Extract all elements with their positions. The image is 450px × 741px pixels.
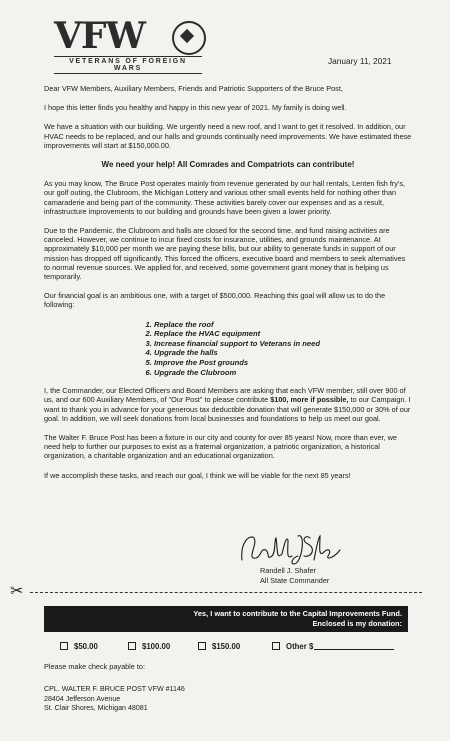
letter-body [44, 84, 412, 490]
option-other[interactable] [272, 642, 394, 651]
option-label: $100.00 [142, 642, 171, 651]
signer-name: Randell J. Shafer [260, 566, 316, 575]
payable-note: Please make check payable to: [44, 662, 145, 671]
handwritten-signature [236, 530, 346, 568]
signature-block [260, 566, 329, 586]
scissors-icon: ✂ [10, 583, 24, 600]
checkbox-icon[interactable] [198, 642, 206, 650]
salutation: Dear VFW Members, Auxiliary Members, Friends and Patriotic Supporters of the Bruce Post, [44, 84, 343, 93]
paragraph-6-start: I, the Commander, our Elected Officers and Board Members are asking that each VFW member, still over 900 of us, and our 600 Auxiliary Members, of "Our Post" to please contribute [44, 386, 406, 405]
signer-title: All State Commander [260, 576, 330, 585]
paragraph-5: Our financial goal is an ambitious one, with a target of $500,000. Reaching this goal will allow us to do the following: [44, 291, 386, 310]
paragraph-1: I hope this letter finds you healthy and happy in this new year of 2021. My family is doing well. [44, 103, 347, 113]
option-50[interactable] [60, 642, 98, 651]
paragraph-8: If we accomplish these tasks, and reach our goal, I think we will be viable for the next 85 years! [44, 470, 351, 480]
other-amount-field[interactable] [314, 649, 394, 650]
checkbox-icon[interactable] [272, 642, 280, 650]
goal-item: 4. Upgrade the halls [154, 348, 412, 358]
logo-tagline: VETERANS OF FOREIGN WARS [54, 56, 202, 74]
banner-line-2: Enclosed is my donation: [312, 619, 402, 628]
mailing-address [44, 685, 185, 714]
checkbox-icon[interactable] [60, 642, 68, 650]
paragraph-6-bold: $100, more if possible, [270, 395, 349, 405]
logo-wordmark: VFW [54, 15, 145, 57]
paragraph-7: The Walter F. Bruce Post has been a fixture in our city and county for over 85 years! Now, more than ever, we need help to further our purposes to exist as a fraternal organization, a patriotic organization, a historical organization, a charitable organization and an educational organization. [44, 433, 397, 461]
checkbox-icon[interactable] [128, 642, 136, 650]
option-label: $150.00 [212, 642, 241, 651]
paragraph-2: We have a situation with our building. We urgently need a new roof, and I want to get it resolved. In addition, our HVAC needs to be replaced, and our halls and grounds continually need improvements. We have estimated these improvements will start at $150,000.00. [44, 122, 412, 150]
goal-item: 5. Improve the Post grounds [154, 358, 412, 368]
goal-item: 1. Replace the roof [154, 320, 412, 330]
address-line: St. Clair Shores, Michigan 48081 [44, 704, 148, 713]
paragraph-6-end: to our Campaign. I want to thank you in advance for your generous tax deductible donation that will generate $150,000 or 30% of our goal. In addition, we will seek donations from local businesses and foundations to help us meet our goal. [44, 395, 411, 423]
option-label: Other $ [286, 642, 314, 651]
vfw-emblem-icon [172, 21, 206, 55]
paragraph-6 [44, 386, 412, 423]
paragraph-4: Due to the Pandemic, the Clubroom and halls are closed for the second time, and fund raising activities are canceled. However, we continue to incur fixed costs for insurance, utilities, and grounds maintenance. At approximately $10,000 per month we are paying these bills, but our ability to generate funds in support of our mission has dropped off significantly. This forced the officers, executive board and members to seek alternatives to normal revenue sources. We applied for, and received, some government grant money that is helping us temporarily. [44, 226, 406, 282]
goals-list [44, 320, 412, 378]
option-label: $50.00 [74, 642, 98, 651]
goal-item: 3. Increase financial support to Veterans in need [154, 339, 412, 349]
donation-banner [44, 606, 408, 632]
letter-date: January 11, 2021 [328, 56, 392, 66]
goal-item: 2. Replace the HVAC equipment [154, 329, 412, 339]
address-line: CPL. WALTER F. BRUCE POST VFW #1146 [44, 685, 185, 693]
vfw-logo [54, 15, 204, 72]
option-150[interactable] [198, 642, 240, 651]
call-to-action: We need your help! All Comrades and Compatriots can contribute! [101, 160, 355, 170]
goal-item: 6. Upgrade the Clubroom [154, 368, 412, 378]
option-100[interactable] [128, 642, 170, 651]
cut-line [30, 592, 422, 593]
banner-line-1: Yes, I want to contribute to the Capital Improvements Fund. [193, 609, 402, 618]
address-line: 28404 Jefferson Avenue [44, 694, 121, 703]
paragraph-3: As you may know, The Bruce Post operates mainly from revenue generated by our hall rentals, Lenten fish fry's, our golf outing, the Clubroom, the Michigan Lottery and various other small events held for nothing other than camaraderie and being part of the community. These activities barely cover our expenses and as a result, infrastructure improvements to our building and grounds have been given a lower priority. [44, 179, 406, 216]
